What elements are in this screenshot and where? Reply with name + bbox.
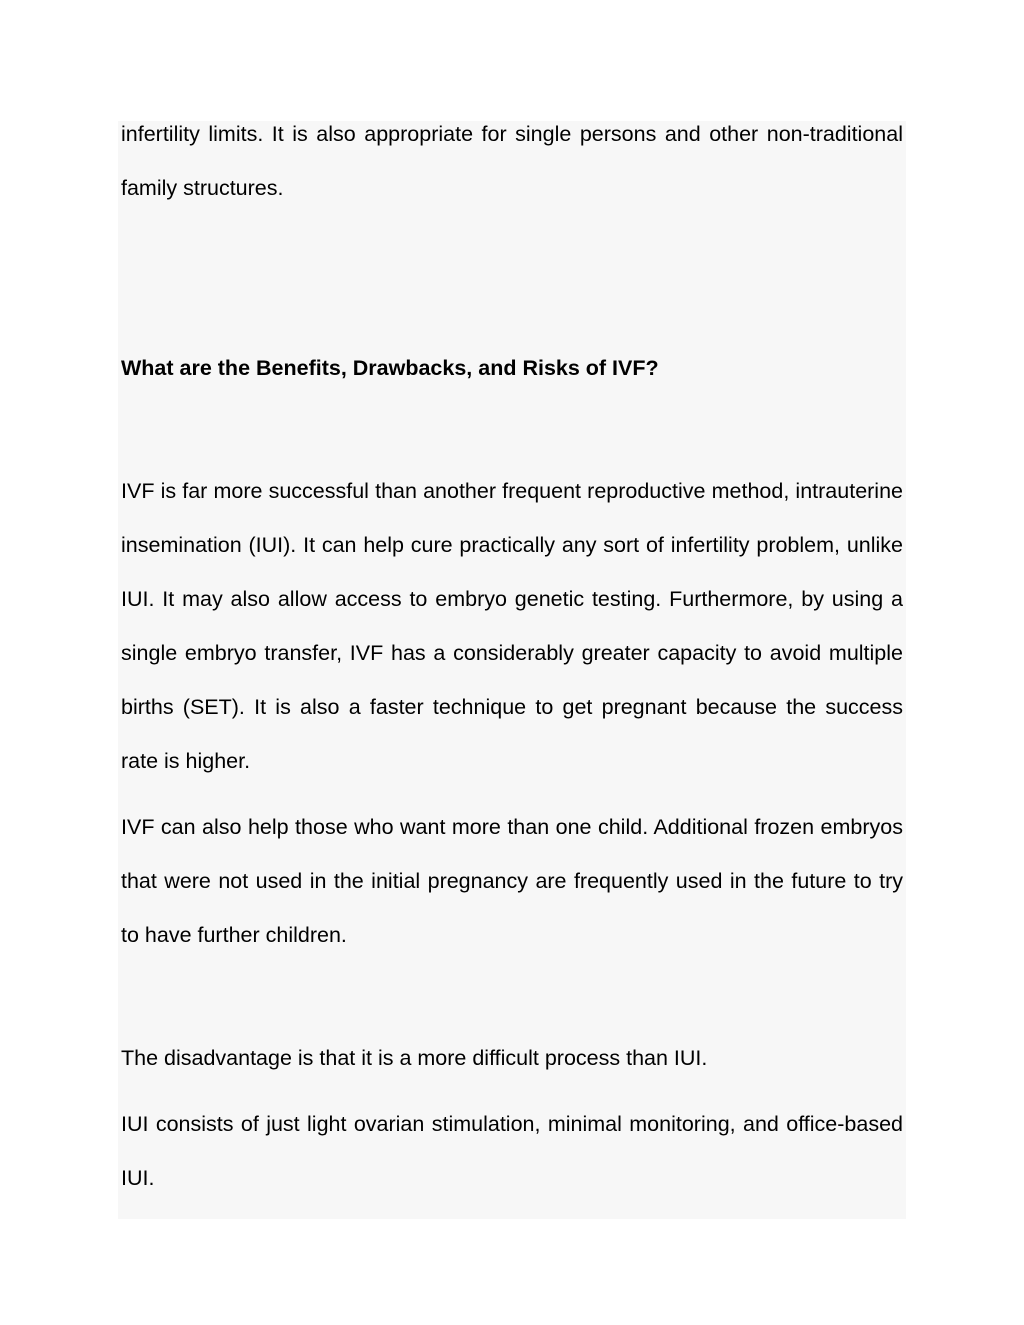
paragraph-more-children: IVF can also help those who want more than one child. Additional frozen embryos that were not used in the initial pregnancy are frequently used in the future to try to have further children. xyxy=(121,815,903,947)
section-heading: What are the Benefits, Drawbacks, and Risks of IVF? xyxy=(121,356,659,380)
paragraph-iui-description: IUI consists of just light ovarian stimulation, minimal monitoring, and office-based IUI. xyxy=(121,1112,903,1190)
paragraph-intro-tail: infertility limits. It is also appropriate for single persons and other non-traditional family structures. xyxy=(121,122,903,200)
paragraph-disadvantage: The disadvantage is that it is a more difficult process than IUI. xyxy=(121,1046,708,1070)
paragraph-benefits: IVF is far more successful than another frequent reproductive method, intrauterine insemination (IUI). It can help cure practically any sort of infertility problem, unlike IUI. It may also allow access to embryo genetic testing. Furthermore, by using a single embryo transfer, IVF has a considerably greater capacity to avoid multiple births (SET). It is also a faster technique to get pregnant because the success rate is higher. xyxy=(121,479,903,773)
